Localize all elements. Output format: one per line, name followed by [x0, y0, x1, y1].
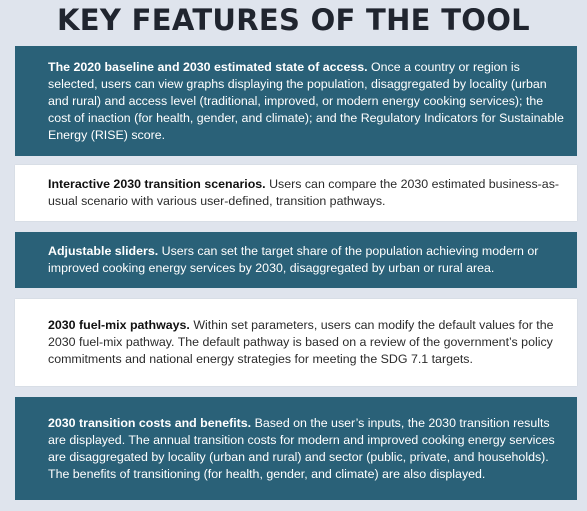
feature-body: Users can compare the 2030 estimated business-as-usual scenario with various user-defined, transition pathways. — [48, 177, 560, 208]
feature-text — [48, 415, 567, 483]
feature-card-fuel-mix — [15, 299, 577, 386]
page-title: KEY FEATURES OF THE TOOL — [57, 3, 530, 37]
feature-heading: 2030 fuel-mix pathways. — [48, 318, 190, 332]
feature-card-baseline — [15, 46, 577, 156]
feature-body: Within set parameters, users can modify the default values for the 2030 fuel-mix pathway. The default pathway is based on a review of the government’s policy commitments and national energy strategies for meeting the SDG 7.1 targets. — [48, 318, 554, 366]
feature-body: Based on the user’s inputs, the 2030 transition results are displayed. The annual transition costs for modern and improved cooking energy services are disaggregated by locality (urban and rural) and sector (public, private, and households). The benefits of transitioning (for health, gender, and climate) are also displayed. — [48, 415, 555, 481]
feature-text — [48, 317, 567, 368]
feature-card-sliders — [15, 232, 577, 288]
feature-heading: 2030 transition costs and benefits. — [48, 415, 252, 430]
feature-card-costs-benefits — [15, 397, 577, 500]
feature-heading: Interactive 2030 transition scenarios. — [48, 177, 266, 191]
feature-text — [48, 59, 567, 144]
feature-body: Users can set the target share of the population achieving modern or improved cooking energy services by 2030, disaggregated by urban or rural area. — [48, 244, 539, 275]
feature-text — [48, 176, 567, 210]
feature-card-scenarios — [15, 165, 577, 221]
feature-heading: The 2020 baseline and 2030 estimated state of access. — [48, 59, 368, 74]
feature-body: Once a country or region is selected, users can view graphs displaying the population, disaggregated by locality (urban and rural) and access level (traditional, improved, or modern energy cooking services); the cost of inaction (for health, gender, and climate); and the Regulatory Indicators for Sustainable Energy (RISE) score. — [48, 59, 564, 142]
feature-heading: Adjustable sliders. — [48, 244, 159, 258]
feature-text — [48, 243, 567, 277]
